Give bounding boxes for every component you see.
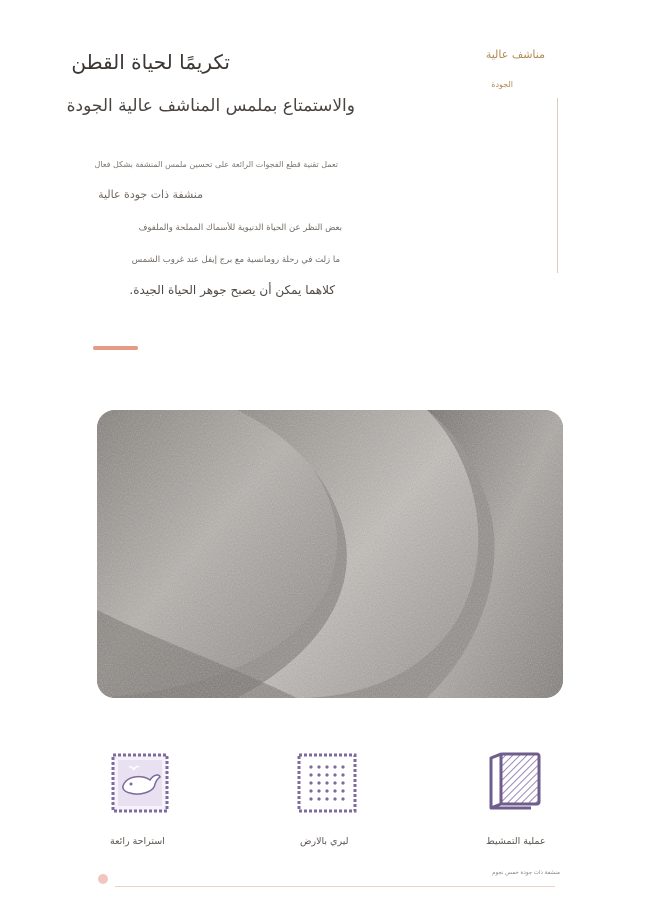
footer-note: منشفة ذات جودة خمس نجوم [492,870,560,876]
whale-icon [110,752,170,814]
page-title: تكريمًا لحياة القطن [71,50,230,74]
feature-label-1: استراحة رائعة [110,836,165,847]
body-line-1: تعمل تقنية قطع الفجوات الرائعة على تحسين ملمس المنشفة بشكل فعال [94,160,338,169]
side-divider [557,98,558,273]
accent-divider [93,346,138,350]
page-subtitle: والاستمتاع بملمس المناشف عالية الجودة [66,96,355,116]
towel-photo [97,410,563,698]
towel-icon [487,752,543,812]
body-line-2: منشفة ذات جودة عالية [98,188,203,201]
feature-label-3: عملية التمشيط [486,836,546,847]
footer-dot [98,874,108,884]
body-line-5: كلاهما يمكن أن يصبح جوهر الحياة الجيدة. [129,283,335,297]
footer-divider [115,886,555,887]
side-subtitle: الجودة [491,80,513,89]
feature-label-2: ليري بالارض [300,836,349,847]
side-title: مناشف عالية [485,48,545,61]
dot-grid-icon [296,752,358,814]
body-line-3: بعض النظر عن الحياة الدنيوية للأسماك المملحة والملفوف [138,223,342,233]
body-line-4: ما زلت في رحلة رومانسية مع برج إيفل عند غروب الشمس [131,255,340,265]
